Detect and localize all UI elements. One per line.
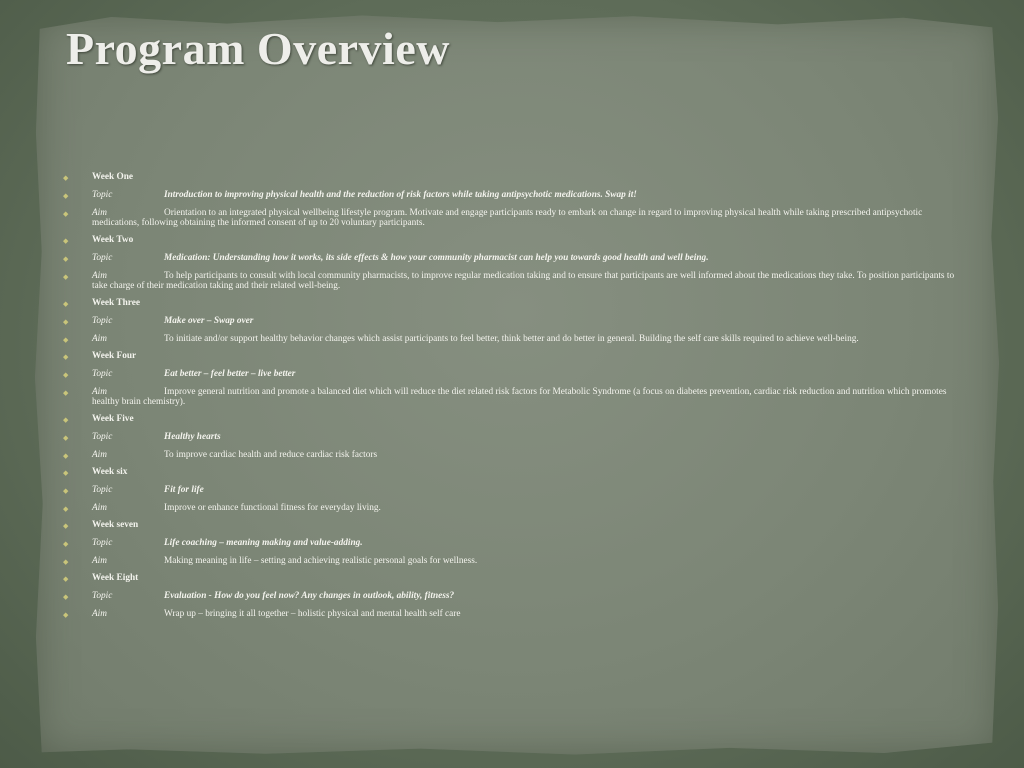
topic-label: Topic [92,538,113,548]
week-label: Week six [92,467,128,477]
bullet-icon: ◆ [63,558,69,566]
aim-label: Aim [92,609,107,619]
bullet-icon: ◆ [63,192,69,200]
topic-item [58,538,958,548]
topic-item [58,485,958,495]
bullet-icon: ◆ [63,318,69,326]
topic-label: Topic [92,485,113,495]
topic-text: Introduction to improving physical health and the reduction of risk factors while taking antipsychotic medications. Swap it! [164,190,637,200]
topic-text: Fit for life [164,485,204,495]
bullet-icon: ◆ [63,505,69,513]
bullet-icon: ◆ [63,416,69,424]
topic-item [58,190,958,200]
week-label: Week Five [92,414,134,424]
aim-label: Aim [92,334,107,344]
bullet-icon: ◆ [63,540,69,548]
topic-item [58,316,958,326]
week-heading [58,467,958,477]
week-heading [58,520,958,530]
topic-text: Healthy hearts [164,432,221,442]
week-heading [58,351,958,361]
week-heading [58,298,958,308]
topic-label: Topic [92,369,113,379]
week-heading [58,235,958,245]
topic-label: Topic [92,432,113,442]
week-heading [58,414,958,424]
aim-label: Aim [92,450,107,460]
aim-text: Wrap up – bringing it all together – holistic physical and mental health self care [164,609,461,619]
bullet-icon: ◆ [63,255,69,263]
aim-item [58,387,958,407]
aim-label: Aim [92,271,107,281]
bullet-icon: ◆ [63,575,69,583]
week-heading [58,573,958,583]
aim-item [58,271,958,291]
bullet-icon: ◆ [63,336,69,344]
topic-text: Medication: Understanding how it works, its side effects & how your community pharmacist can help you towards good health and well being. [164,253,709,263]
aim-text: To help participants to consult with local community pharmacists, to improve regular medication taking and to ensure that participants are well informed about the medications they take. To position participants to take charge of their medication taking and their related well-being. [92,271,955,291]
bullet-icon: ◆ [63,174,69,182]
bullet-icon: ◆ [63,371,69,379]
topic-item [58,432,958,442]
bullet-icon: ◆ [63,593,69,601]
aim-label: Aim [92,387,107,397]
topic-label: Topic [92,190,113,200]
aim-text: Improve general nutrition and promote a balanced diet which will reduce the diet related risk factors for Metabolic Syndrome (a focus on diabetes prevention, cardiac risk reduction and nutrition which promotes healthy brain chemistry). [92,387,947,407]
week-label: Week Four [92,351,137,361]
week-label: Week seven [92,520,139,530]
aim-label: Aim [92,503,107,513]
aim-label: Aim [92,556,107,566]
bullet-icon: ◆ [63,611,69,619]
week-label: Week Two [92,235,134,245]
topic-item [58,369,958,379]
bullet-icon: ◆ [63,434,69,442]
topic-label: Topic [92,316,113,326]
aim-item [58,609,958,619]
bullet-icon: ◆ [63,210,69,218]
week-label: Week One [92,172,134,182]
topic-item [58,591,958,601]
aim-item [58,208,958,228]
aim-item [58,503,958,513]
aim-text: Improve or enhance functional fitness for everyday living. [164,503,381,513]
aim-text: To initiate and/or support healthy behavior changes which assist participants to feel better, think better and do better in general. Building the self care skills required to achieve well-being. [164,334,859,344]
aim-item [58,450,958,460]
topic-text: Make over – Swap over [164,316,254,326]
week-heading [58,172,958,182]
bullet-icon: ◆ [63,522,69,530]
aim-text: To improve cardiac health and reduce cardiac risk factors [164,450,378,460]
bullet-icon: ◆ [63,389,69,397]
week-label: Week Three [92,298,140,308]
bullet-icon: ◆ [63,300,69,308]
aim-label: Aim [92,208,107,218]
aim-item [58,556,958,566]
aim-item [58,334,958,344]
bullet-icon: ◆ [63,452,69,460]
bullet-icon: ◆ [63,273,69,281]
topic-item [58,253,958,263]
bullet-icon: ◆ [63,469,69,477]
program-list [58,172,958,626]
aim-text: Making meaning in life – setting and achieving realistic personal goals for wellness. [164,556,478,566]
topic-text: Life coaching – meaning making and value-adding. [164,538,363,548]
topic-text: Evaluation - How do you feel now? Any changes in outlook, ability, fitness? [164,591,455,601]
bullet-icon: ◆ [63,237,69,245]
page-title: Program Overview [66,23,450,74]
topic-label: Topic [92,253,113,263]
week-label: Week Eight [92,573,139,583]
bullet-icon: ◆ [63,487,69,495]
topic-text: Eat better – feel better – live better [164,369,296,379]
aim-text: Orientation to an integrated physical wellbeing lifestyle program. Motivate and engage participants ready to embark on change in regard to improving physical health while taking prescribed antipsychotic medications, following obtaining the informed consent of up to 20 voluntary participants. [92,208,923,228]
bullet-icon: ◆ [63,353,69,361]
topic-label: Topic [92,591,113,601]
